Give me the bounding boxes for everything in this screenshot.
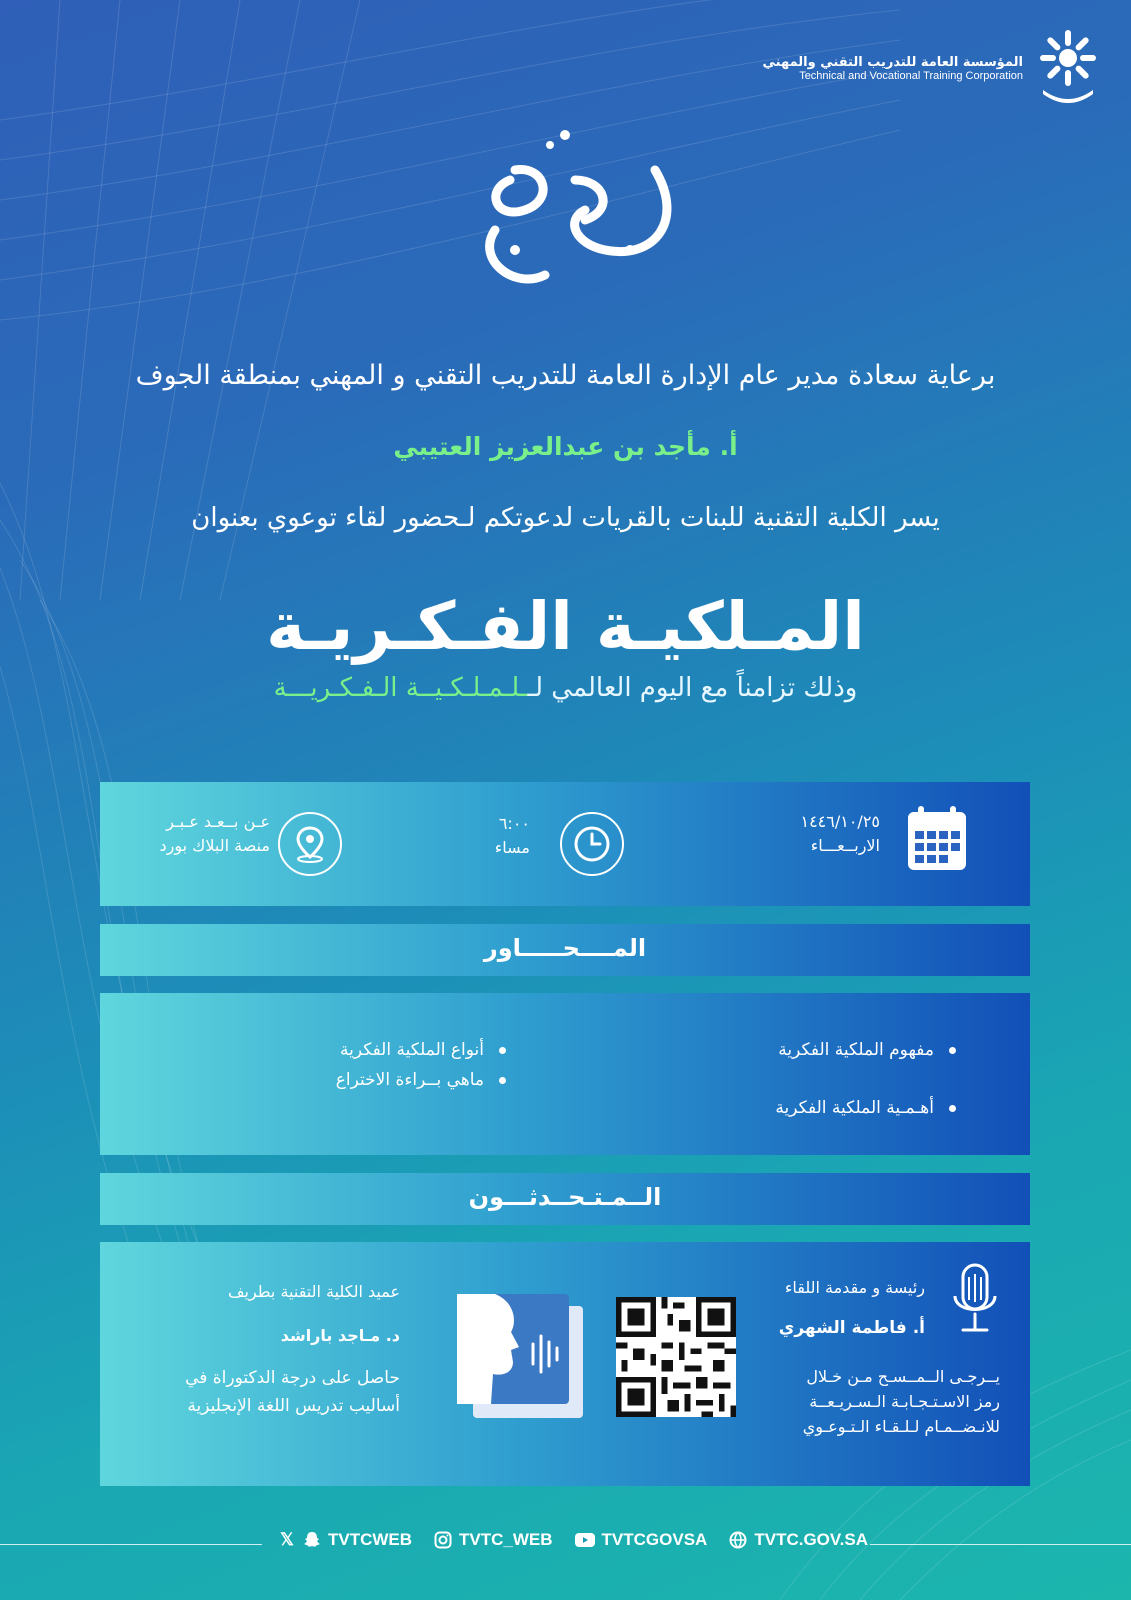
youtube-icon: [575, 1532, 595, 1548]
invite-line: يسر الكلية التقنية للبنات بالقريات لدعوتكم لـحضور لقاء توعوي بعنوان: [191, 503, 940, 533]
footer: [0, 1530, 1131, 1560]
host-role: رئيسة و مقدمة اللقاء: [784, 1278, 925, 1297]
speaker-role: عميد الكلية التقنية بطريف: [227, 1282, 400, 1301]
patron-name: أ. مأجد بن عبدالعزيز العتيبي: [393, 432, 738, 461]
footer-divider-right: [870, 1544, 1131, 1545]
host-name: أ. فاطمة الشهري: [778, 1318, 925, 1338]
axes-panel: [100, 993, 1030, 1155]
patron-line: برعاية سعادة مدير عام الإدارة العامة للتدريب التقني و المهني بمنطقة الجوف: [135, 360, 996, 391]
snapchat-icon: [303, 1531, 321, 1549]
qr-code-icon[interactable]: [616, 1297, 736, 1417]
event-day: الاربــعـــاء: [810, 836, 880, 855]
social-links: [278, 1530, 868, 1550]
globe-icon: [729, 1531, 747, 1549]
logo-english-name: Technical and Vocational Training Corporation: [799, 69, 1023, 82]
event-time: ٦:٠٠: [498, 814, 530, 833]
x-snap-link[interactable]: [278, 1530, 412, 1550]
list-item: أنواع الملكية الفكرية: [336, 1035, 510, 1065]
platform-name: منصة البلاك بورد: [159, 836, 270, 855]
axes-left-list: [336, 1035, 510, 1095]
speaking-head-icon: [455, 1292, 590, 1422]
event-info-panel: [100, 782, 1030, 906]
event-topic: المـلكيـة الفـكـريـة: [266, 588, 865, 665]
subtitle-green: ـلـمـلـكـيــة الـفـكـريـــة: [273, 673, 528, 703]
list-item: ماهي بــراءة الاختراع: [336, 1065, 510, 1095]
x-icon: 𝕏: [280, 1530, 294, 1549]
tvtc-logo: [763, 28, 1103, 108]
invitation-calligraphy: [455, 110, 685, 300]
event-subtitle: [0, 673, 1131, 703]
qr-note-line: للانـضــمـام لـلـقـاء الـتـوعـوي: [802, 1417, 1000, 1436]
youtube-handle: TVTCGOVSA: [601, 1530, 708, 1549]
venue-block: [160, 810, 270, 858]
axes-right-list: [775, 1035, 960, 1123]
tvtc-logo-icon: [1033, 28, 1103, 108]
speakers-heading-bar: [100, 1173, 1030, 1225]
logo-text: [763, 55, 1023, 82]
qr-note-line: رمز الاسـتـجـابـة الـسـريـعــة: [809, 1392, 1000, 1411]
list-item: مفهوم الملكية الفكرية: [775, 1035, 960, 1065]
qr-note-line: يــرجـى الــمــسـح مـن خـلال: [806, 1367, 1000, 1386]
list-item: أهـمـية الملكية الفكرية: [775, 1093, 960, 1123]
event-date: ١٤٤٦/١٠/٢٥: [800, 812, 880, 831]
axes-heading: المــــحـــــاور: [483, 934, 647, 962]
instagram-icon: [434, 1531, 452, 1549]
speakers-panel: [100, 1242, 1030, 1486]
remote-label: عـن بــعـد عـبـر: [166, 812, 270, 831]
logo-arabic-name: المؤسسة العامة للتدريب التقني والمهني: [762, 54, 1023, 70]
x-snap-handle: TVTCWEB: [328, 1530, 413, 1549]
microphone-icon: [950, 1262, 1000, 1344]
speaker-bio-line: أساليب تدريس اللغة الإنجليزية: [187, 1396, 400, 1416]
pin-shape: [293, 825, 327, 863]
footer-divider-left: [0, 1544, 262, 1545]
axes-heading-bar: [100, 924, 1030, 976]
youtube-link[interactable]: [575, 1530, 708, 1550]
date-block: [800, 810, 880, 858]
speaker-bio-line: حاصل على درجة الدكتوراة في: [185, 1368, 400, 1388]
speaker-name: د. مـاجد باراشد: [280, 1326, 400, 1345]
subtitle-white: وذلك تزامناً مع اليوم العالمي لـ: [527, 673, 858, 703]
calendar-icon: [906, 804, 968, 872]
speakers-heading: الــمـتـحــدثـــون: [468, 1183, 662, 1211]
qr-note: [803, 1364, 1000, 1439]
invitation-calligraphy-art: [455, 110, 685, 300]
time-block: [495, 812, 530, 860]
clock-face: [572, 824, 612, 864]
website-link[interactable]: [729, 1530, 868, 1550]
instagram-handle: TVTC_WEB: [459, 1530, 553, 1549]
instagram-link[interactable]: [434, 1530, 553, 1550]
location-pin-icon: [278, 812, 342, 876]
website-url: TVTC.GOV.SA: [754, 1530, 869, 1549]
event-period: مساء: [494, 838, 530, 857]
clock-icon: [560, 812, 624, 876]
speaker-bio: [185, 1364, 400, 1420]
